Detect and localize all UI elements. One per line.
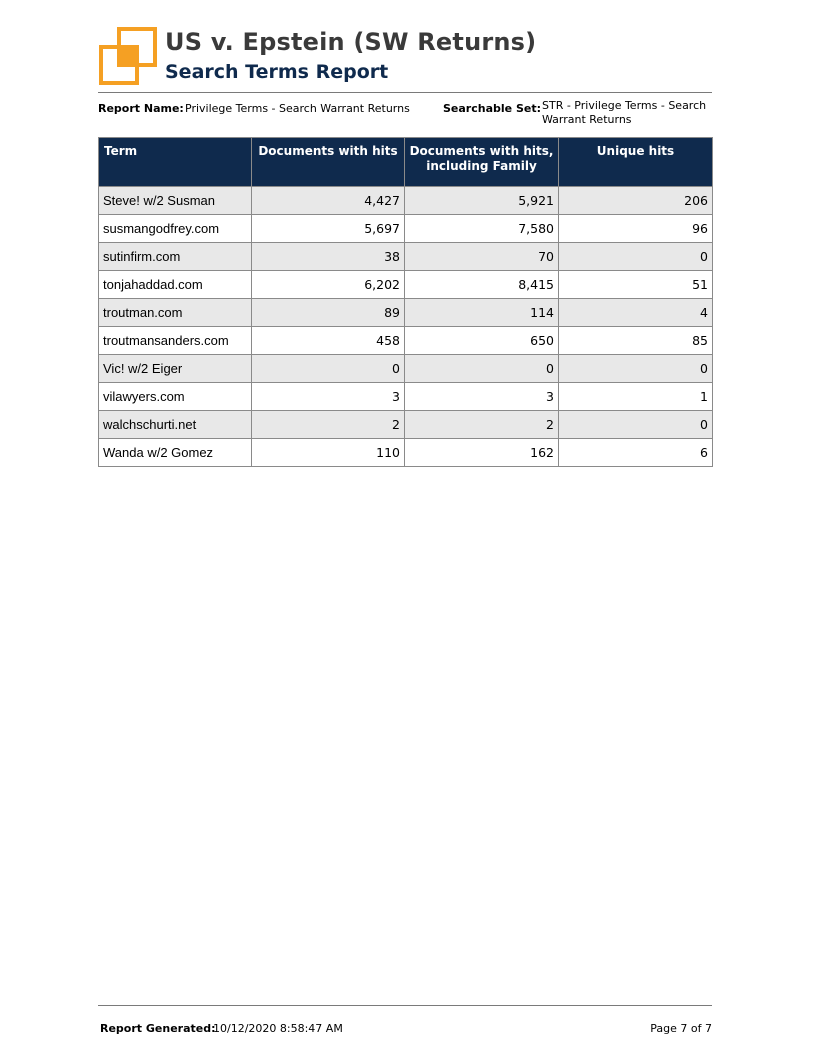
column-header-documents-with-hits-including-family: Documents with hits, including Family <box>405 138 559 187</box>
search-terms-table <box>98 137 713 467</box>
table-row <box>99 243 713 271</box>
unique-hits-cell: 206 <box>559 187 713 215</box>
table-header-row <box>99 138 713 187</box>
term-cell: Wanda w/2 Gomez <box>99 439 252 467</box>
term-cell: Vic! w/2 Eiger <box>99 355 252 383</box>
report-name-label: Report Name: <box>98 102 184 115</box>
documents-with-hits-cell: 110 <box>252 439 405 467</box>
documents-with-family-cell: 3 <box>405 383 559 411</box>
report-subtitle: Search Terms Report <box>165 61 389 83</box>
report-generated-label: Report Generated: <box>100 1022 216 1035</box>
column-header-documents-with-hits: Documents with hits <box>252 138 405 187</box>
unique-hits-cell: 96 <box>559 215 713 243</box>
table-row <box>99 411 713 439</box>
page-number: Page 7 of 7 <box>650 1022 712 1035</box>
documents-with-hits-cell: 3 <box>252 383 405 411</box>
documents-with-hits-cell: 2 <box>252 411 405 439</box>
column-header-unique-hits: Unique hits <box>559 138 713 187</box>
documents-with-hits-cell: 38 <box>252 243 405 271</box>
term-cell: tonjahaddad.com <box>99 271 252 299</box>
term-cell: susmangodfrey.com <box>99 215 252 243</box>
table-row <box>99 187 713 215</box>
unique-hits-cell: 6 <box>559 439 713 467</box>
table-row <box>99 299 713 327</box>
term-cell: troutmansanders.com <box>99 327 252 355</box>
term-cell: sutinfirm.com <box>99 243 252 271</box>
term-cell: Steve! w/2 Susman <box>99 187 252 215</box>
table-row <box>99 271 713 299</box>
documents-with-hits-cell: 458 <box>252 327 405 355</box>
documents-with-hits-cell: 5,697 <box>252 215 405 243</box>
term-cell: vilawyers.com <box>99 383 252 411</box>
header-divider <box>98 92 712 93</box>
documents-with-hits-cell: 0 <box>252 355 405 383</box>
unique-hits-cell: 4 <box>559 299 713 327</box>
term-cell: troutman.com <box>99 299 252 327</box>
documents-with-family-cell: 0 <box>405 355 559 383</box>
documents-with-hits-cell: 6,202 <box>252 271 405 299</box>
report-logo-icon <box>99 27 159 87</box>
documents-with-family-cell: 650 <box>405 327 559 355</box>
table-row <box>99 439 713 467</box>
unique-hits-cell: 51 <box>559 271 713 299</box>
documents-with-family-cell: 2 <box>405 411 559 439</box>
report-title: US v. Epstein (SW Returns) <box>165 28 537 56</box>
documents-with-hits-cell: 89 <box>252 299 405 327</box>
unique-hits-cell: 0 <box>559 243 713 271</box>
report-name-value: Privilege Terms - Search Warrant Returns <box>185 102 410 115</box>
documents-with-family-cell: 8,415 <box>405 271 559 299</box>
table-row <box>99 383 713 411</box>
documents-with-family-cell: 162 <box>405 439 559 467</box>
searchable-set-value: STR - Privilege Terms - Search Warrant Returns <box>542 99 707 126</box>
unique-hits-cell: 0 <box>559 411 713 439</box>
unique-hits-cell: 1 <box>559 383 713 411</box>
term-cell: walchschurti.net <box>99 411 252 439</box>
unique-hits-cell: 0 <box>559 355 713 383</box>
documents-with-family-cell: 70 <box>405 243 559 271</box>
documents-with-hits-cell: 4,427 <box>252 187 405 215</box>
footer-divider <box>98 1005 712 1006</box>
table-row <box>99 327 713 355</box>
documents-with-family-cell: 5,921 <box>405 187 559 215</box>
table-row <box>99 215 713 243</box>
documents-with-family-cell: 114 <box>405 299 559 327</box>
unique-hits-cell: 85 <box>559 327 713 355</box>
table-row <box>99 355 713 383</box>
documents-with-family-cell: 7,580 <box>405 215 559 243</box>
searchable-set-label: Searchable Set: <box>443 102 541 115</box>
report-generated-value: 10/12/2020 8:58:47 AM <box>213 1022 343 1035</box>
column-header-term: Term <box>99 138 252 187</box>
